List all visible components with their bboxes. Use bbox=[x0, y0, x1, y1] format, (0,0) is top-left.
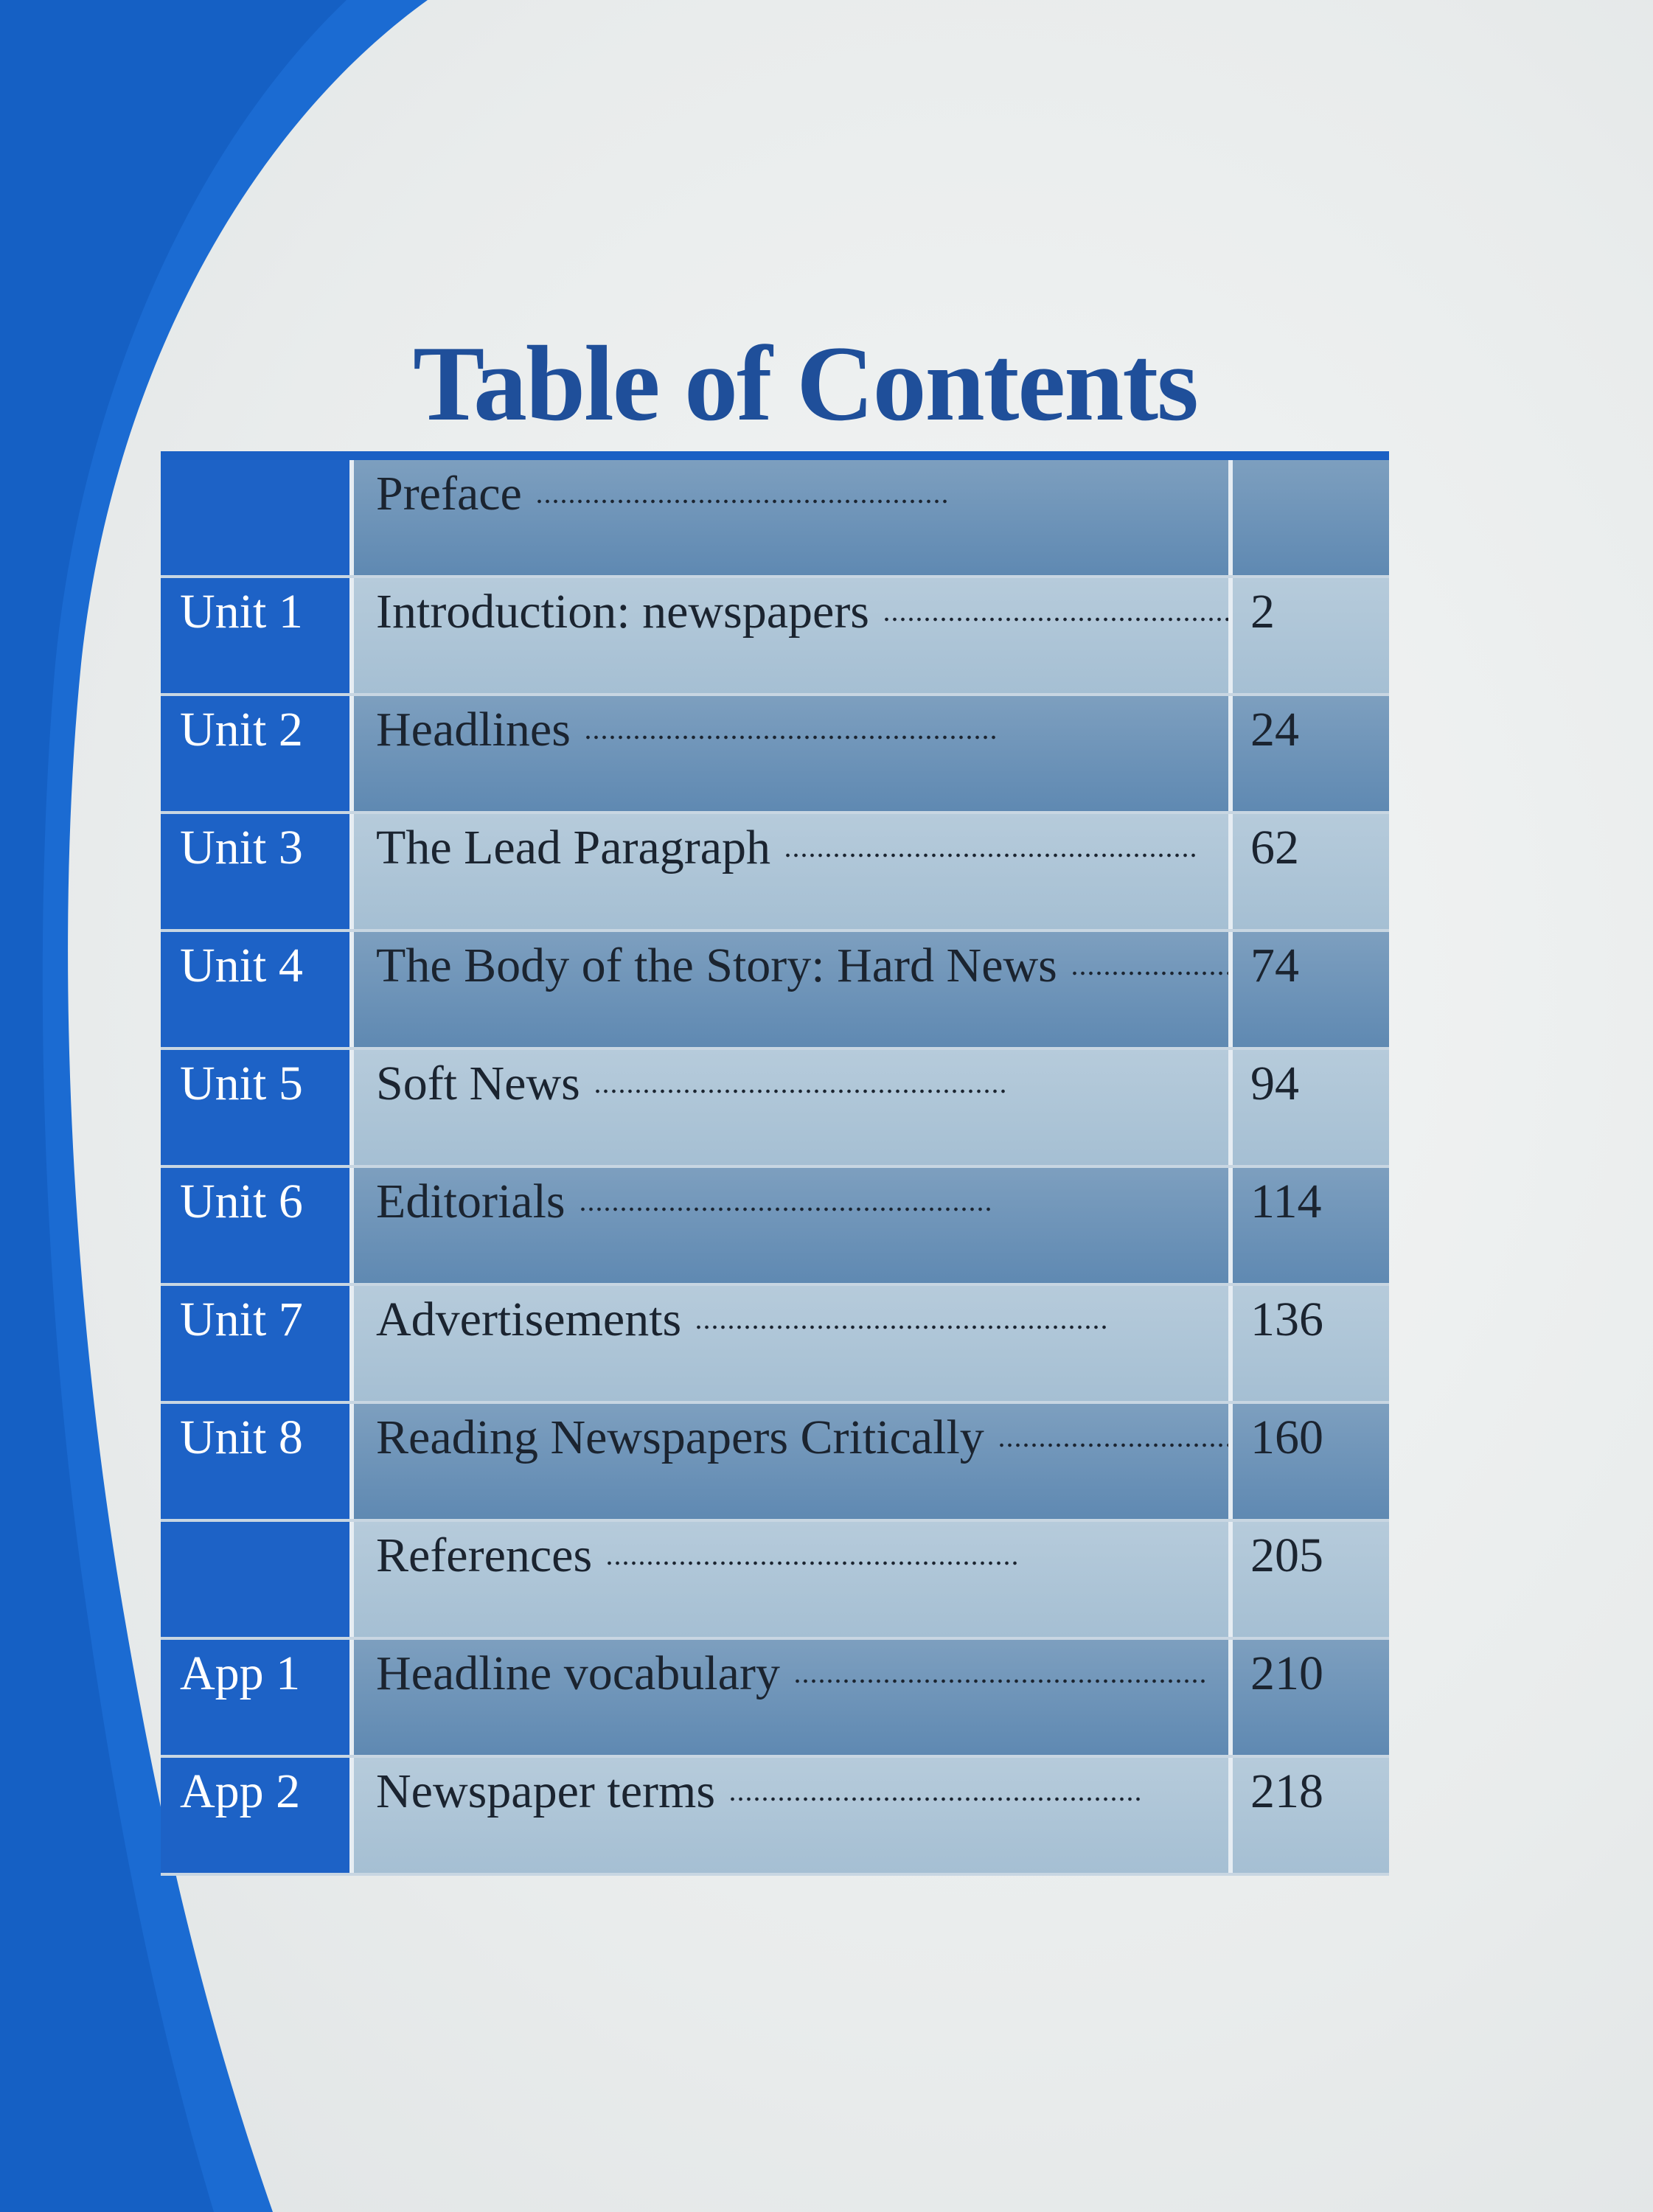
page-title: Table of Contents bbox=[413, 324, 1197, 443]
toc-entry-title: Newspaper terms bbox=[376, 1764, 716, 1818]
toc-unit-label: Unit 2 bbox=[161, 696, 354, 811]
toc-unit-label: Unit 6 bbox=[161, 1168, 354, 1283]
toc-entry-title: Editorials bbox=[376, 1175, 566, 1228]
toc-page-number: 2 bbox=[1233, 578, 1389, 693]
toc-title-cell bbox=[354, 1168, 1233, 1283]
toc-entry-title: Headline vocabulary bbox=[376, 1646, 780, 1700]
toc-title-cell bbox=[354, 696, 1233, 811]
toc-page-number: 94 bbox=[1233, 1050, 1389, 1165]
toc-unit-label: App 1 bbox=[161, 1640, 354, 1755]
toc-row bbox=[161, 1286, 1389, 1404]
toc-title-cell bbox=[354, 814, 1233, 929]
dot-leader bbox=[584, 734, 997, 740]
dot-leader bbox=[579, 1206, 992, 1212]
toc-entry-title: Advertisements bbox=[376, 1293, 682, 1346]
toc-unit-label: Unit 4 bbox=[161, 932, 354, 1047]
toc-title-cell bbox=[354, 460, 1233, 575]
toc-unit-label bbox=[161, 1522, 354, 1637]
toc-row bbox=[161, 814, 1389, 932]
toc-page-number: 74 bbox=[1233, 932, 1389, 1047]
toc-title-cell bbox=[354, 1286, 1233, 1401]
toc-title-cell bbox=[354, 1404, 1233, 1519]
dot-leader bbox=[695, 1324, 1107, 1330]
dot-leader bbox=[728, 1796, 1141, 1802]
toc-row bbox=[161, 696, 1389, 814]
dot-leader bbox=[605, 1560, 1018, 1566]
toc-page-number: 160 bbox=[1233, 1404, 1389, 1519]
toc-row bbox=[161, 932, 1389, 1050]
toc-row bbox=[161, 460, 1389, 578]
toc-entry-title: Reading Newspapers Critically bbox=[376, 1411, 984, 1464]
dot-leader bbox=[793, 1678, 1206, 1684]
toc-table bbox=[161, 460, 1389, 1876]
toc-title-cell bbox=[354, 932, 1233, 1047]
toc-row bbox=[161, 1050, 1389, 1168]
toc-page-number: 136 bbox=[1233, 1286, 1389, 1401]
title-rule bbox=[161, 451, 1389, 460]
toc-unit-label: Unit 3 bbox=[161, 814, 354, 929]
toc-row bbox=[161, 1404, 1389, 1522]
dot-leader bbox=[883, 616, 1228, 622]
toc-page-number: 114 bbox=[1233, 1168, 1389, 1283]
toc-unit-label: Unit 8 bbox=[161, 1404, 354, 1519]
toc-title-cell bbox=[354, 1758, 1233, 1873]
toc-page-number: 205 bbox=[1233, 1522, 1389, 1637]
toc-entry-title: Headlines bbox=[376, 703, 571, 757]
dot-leader bbox=[1071, 970, 1228, 976]
toc-title-cell bbox=[354, 578, 1233, 693]
toc-entry-title: Preface bbox=[376, 467, 522, 521]
toc-unit-label: Unit 5 bbox=[161, 1050, 354, 1165]
toc-page-number bbox=[1233, 460, 1389, 575]
toc-row bbox=[161, 1640, 1389, 1758]
toc-row bbox=[161, 1168, 1389, 1286]
dot-leader bbox=[594, 1088, 1006, 1094]
dot-leader bbox=[784, 852, 1197, 858]
toc-entry-title: The Lead Paragraph bbox=[376, 821, 771, 874]
dot-leader bbox=[535, 498, 948, 504]
toc-title-cell bbox=[354, 1050, 1233, 1165]
toc-unit-label bbox=[161, 460, 354, 575]
toc-entry-title: Soft News bbox=[376, 1057, 580, 1110]
toc-unit-label: Unit 7 bbox=[161, 1286, 354, 1401]
toc-entry-title: References bbox=[376, 1528, 593, 1582]
toc-title-cell bbox=[354, 1640, 1233, 1755]
toc-entry-title: Introduction: newspapers bbox=[376, 585, 869, 639]
toc-title-cell bbox=[354, 1522, 1233, 1637]
toc-row bbox=[161, 578, 1389, 696]
toc-entry-title: The Body of the Story: Hard News bbox=[376, 939, 1057, 992]
toc-row bbox=[161, 1522, 1389, 1640]
toc-page-number: 218 bbox=[1233, 1758, 1389, 1873]
toc-row bbox=[161, 1758, 1389, 1876]
toc-unit-label: Unit 1 bbox=[161, 578, 354, 693]
toc-page-number: 210 bbox=[1233, 1640, 1389, 1755]
toc-page-number: 62 bbox=[1233, 814, 1389, 929]
toc-unit-label: App 2 bbox=[161, 1758, 354, 1873]
dot-leader bbox=[998, 1442, 1228, 1448]
toc-page-number: 24 bbox=[1233, 696, 1389, 811]
